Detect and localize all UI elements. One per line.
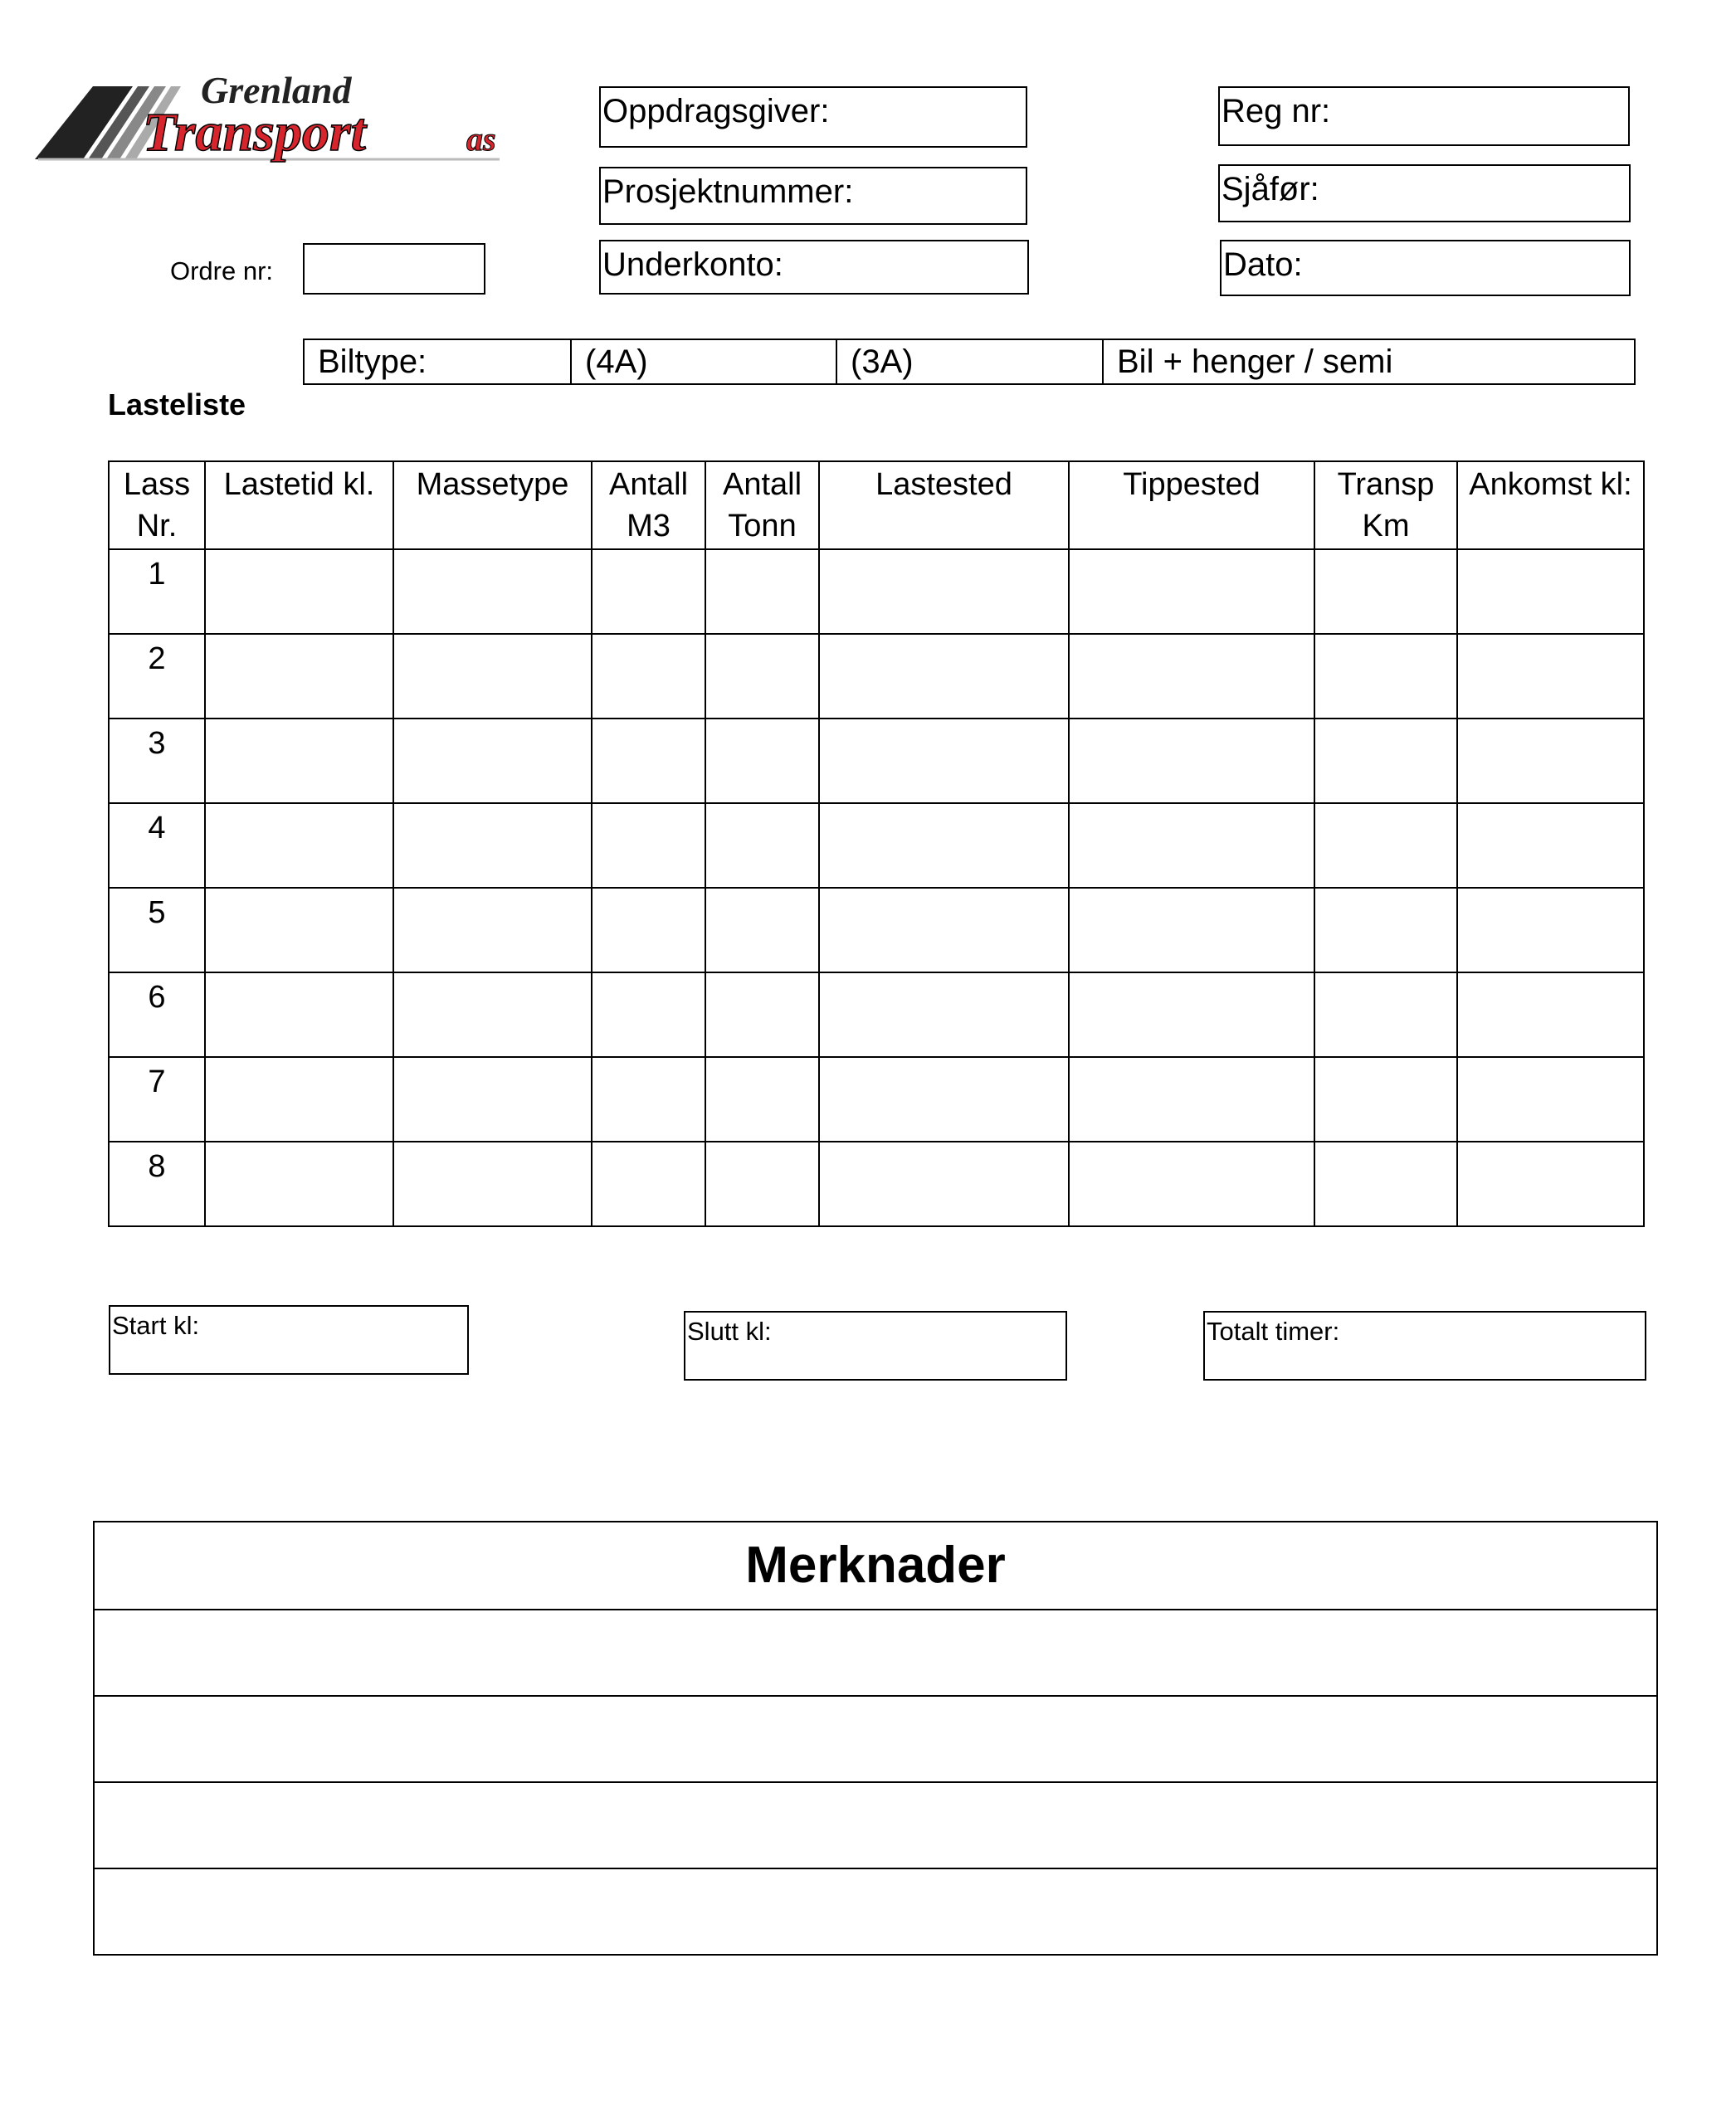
table-cell[interactable]	[393, 888, 592, 972]
table-cell[interactable]	[592, 972, 705, 1057]
table-cell[interactable]	[592, 803, 705, 888]
table-cell[interactable]	[1314, 634, 1457, 719]
biltype-label: Biltype:	[305, 340, 572, 383]
table-row	[109, 888, 1644, 972]
ordre-nr-field[interactable]	[303, 243, 485, 295]
table-cell[interactable]	[1069, 1142, 1314, 1226]
row-number: 7	[109, 1057, 205, 1142]
biltype-option-semi[interactable]: Bil + henger / semi	[1117, 343, 1393, 380]
start-kl-label: Start kl:	[112, 1311, 200, 1340]
prosjektnummer-field[interactable]	[599, 167, 1027, 225]
table-cell[interactable]	[1069, 888, 1314, 972]
table-cell[interactable]	[705, 803, 819, 888]
table-cell[interactable]	[205, 634, 393, 719]
notes-title: Merknader	[94, 1522, 1657, 1610]
table-cell[interactable]	[705, 1142, 819, 1226]
table-cell[interactable]	[1069, 719, 1314, 803]
sjafor-field[interactable]	[1218, 164, 1631, 222]
logo-word-as: as	[466, 120, 496, 158]
row-number: 2	[109, 634, 205, 719]
table-cell[interactable]	[819, 972, 1069, 1057]
slutt-kl-label: Slutt kl:	[687, 1317, 772, 1346]
notes-line[interactable]	[94, 1696, 1657, 1782]
table-cell[interactable]	[205, 549, 393, 634]
table-cell[interactable]	[205, 1057, 393, 1142]
table-row	[109, 972, 1644, 1057]
row-number: 1	[109, 549, 205, 634]
table-cell[interactable]	[592, 1057, 705, 1142]
table-row	[109, 1057, 1644, 1142]
table-cell[interactable]	[819, 549, 1069, 634]
table-cell[interactable]	[1457, 549, 1644, 634]
table-cell[interactable]	[1457, 1057, 1644, 1142]
table-cell[interactable]	[1314, 1142, 1457, 1226]
table-cell[interactable]	[393, 634, 592, 719]
table-cell[interactable]	[819, 634, 1069, 719]
table-cell[interactable]	[1069, 1057, 1314, 1142]
table-cell[interactable]	[1457, 888, 1644, 972]
table-cell[interactable]	[393, 719, 592, 803]
table-cell[interactable]	[592, 888, 705, 972]
underkonto-label: Underkonto:	[602, 246, 783, 283]
table-cell[interactable]	[1314, 1057, 1457, 1142]
row-number: 3	[109, 719, 205, 803]
table-cell[interactable]	[705, 549, 819, 634]
table-cell[interactable]	[1069, 972, 1314, 1057]
col-header-ankomst: Ankomst kl:	[1457, 461, 1644, 549]
table-cell[interactable]	[1314, 549, 1457, 634]
table-row	[109, 634, 1644, 719]
row-number: 4	[109, 803, 205, 888]
table-cell[interactable]	[205, 1142, 393, 1226]
row-number: 5	[109, 888, 205, 972]
row-number: 6	[109, 972, 205, 1057]
dato-label: Dato:	[1223, 246, 1303, 283]
totalt-timer-label: Totalt timer:	[1207, 1317, 1340, 1346]
table-cell[interactable]	[1457, 634, 1644, 719]
table-cell[interactable]	[592, 1142, 705, 1226]
table-cell[interactable]	[1314, 972, 1457, 1057]
table-cell[interactable]	[205, 719, 393, 803]
table-cell[interactable]	[592, 634, 705, 719]
oppdragsgiver-field[interactable]	[599, 86, 1027, 148]
table-cell[interactable]	[592, 719, 705, 803]
underkonto-field[interactable]	[599, 240, 1029, 295]
section-title: Lasteliste	[108, 387, 246, 421]
table-cell[interactable]	[1457, 719, 1644, 803]
table-row	[109, 719, 1644, 803]
table-cell[interactable]	[1314, 803, 1457, 888]
table-cell[interactable]	[1069, 803, 1314, 888]
biltype-row	[303, 339, 1636, 385]
table-row	[109, 803, 1644, 888]
company-logo	[35, 70, 533, 168]
table-cell[interactable]	[705, 888, 819, 972]
col-header-lastetid: Lastetid kl.	[205, 461, 393, 549]
reg-nr-field[interactable]	[1218, 86, 1630, 146]
table-cell[interactable]	[819, 1142, 1069, 1226]
table-row	[109, 1142, 1644, 1226]
table-cell[interactable]	[393, 803, 592, 888]
table-cell[interactable]	[393, 972, 592, 1057]
table-cell[interactable]	[1069, 634, 1314, 719]
table-row	[109, 549, 1644, 634]
biltype-option-4a[interactable]: (4A)	[572, 340, 837, 383]
table-cell[interactable]	[393, 549, 592, 634]
logo-word-grenland: Grenland	[201, 70, 352, 111]
dato-field[interactable]	[1220, 240, 1631, 296]
col-header-antall-m3: Antall M3	[592, 461, 705, 549]
load-table	[108, 460, 1645, 1227]
table-cell[interactable]	[205, 803, 393, 888]
table-cell[interactable]	[819, 719, 1069, 803]
row-number: 8	[109, 1142, 205, 1226]
table-cell[interactable]	[1314, 719, 1457, 803]
table-cell[interactable]	[1314, 888, 1457, 972]
notes-table	[93, 1521, 1658, 1956]
oppdragsgiver-label: Oppdragsgiver:	[602, 93, 830, 129]
table-cell[interactable]	[592, 549, 705, 634]
table-cell[interactable]	[1457, 1142, 1644, 1226]
notes-line[interactable]	[94, 1782, 1657, 1868]
biltype-option-3a[interactable]: (3A)	[837, 340, 1104, 383]
col-header-massetype: Massetype	[393, 461, 592, 549]
logo-word-transport: Transport	[143, 102, 366, 163]
table-cell[interactable]	[1457, 972, 1644, 1057]
col-header-tippested: Tippested	[1069, 461, 1314, 549]
ordre-nr-label: Ordre nr:	[170, 256, 274, 285]
prosjektnummer-label: Prosjektnummer:	[602, 173, 854, 210]
table-cell[interactable]	[705, 634, 819, 719]
col-header-lastested: Lastested	[819, 461, 1069, 549]
col-header-lass-nr: Lass Nr.	[109, 461, 205, 549]
table-cell[interactable]	[819, 803, 1069, 888]
table-cell[interactable]	[705, 1057, 819, 1142]
table-cell[interactable]	[819, 1057, 1069, 1142]
sjafor-label: Sjåfør:	[1222, 171, 1319, 207]
table-cell[interactable]	[819, 888, 1069, 972]
col-header-transp-km: Transp Km	[1314, 461, 1457, 549]
notes-line[interactable]	[94, 1868, 1657, 1955]
totalt-timer-field[interactable]	[1203, 1311, 1646, 1381]
table-cell[interactable]	[705, 719, 819, 803]
col-header-antall-tonn: Antall Tonn	[705, 461, 819, 549]
slutt-kl-field[interactable]	[684, 1311, 1067, 1381]
table-cell[interactable]	[205, 972, 393, 1057]
table-cell[interactable]	[393, 1142, 592, 1226]
table-cell[interactable]	[205, 888, 393, 972]
table-cell[interactable]	[705, 972, 819, 1057]
table-cell[interactable]	[1069, 549, 1314, 634]
reg-nr-label: Reg nr:	[1222, 93, 1331, 129]
table-cell[interactable]	[1457, 803, 1644, 888]
start-kl-field[interactable]	[109, 1305, 469, 1375]
table-cell[interactable]	[393, 1057, 592, 1142]
notes-line[interactable]	[94, 1610, 1657, 1696]
